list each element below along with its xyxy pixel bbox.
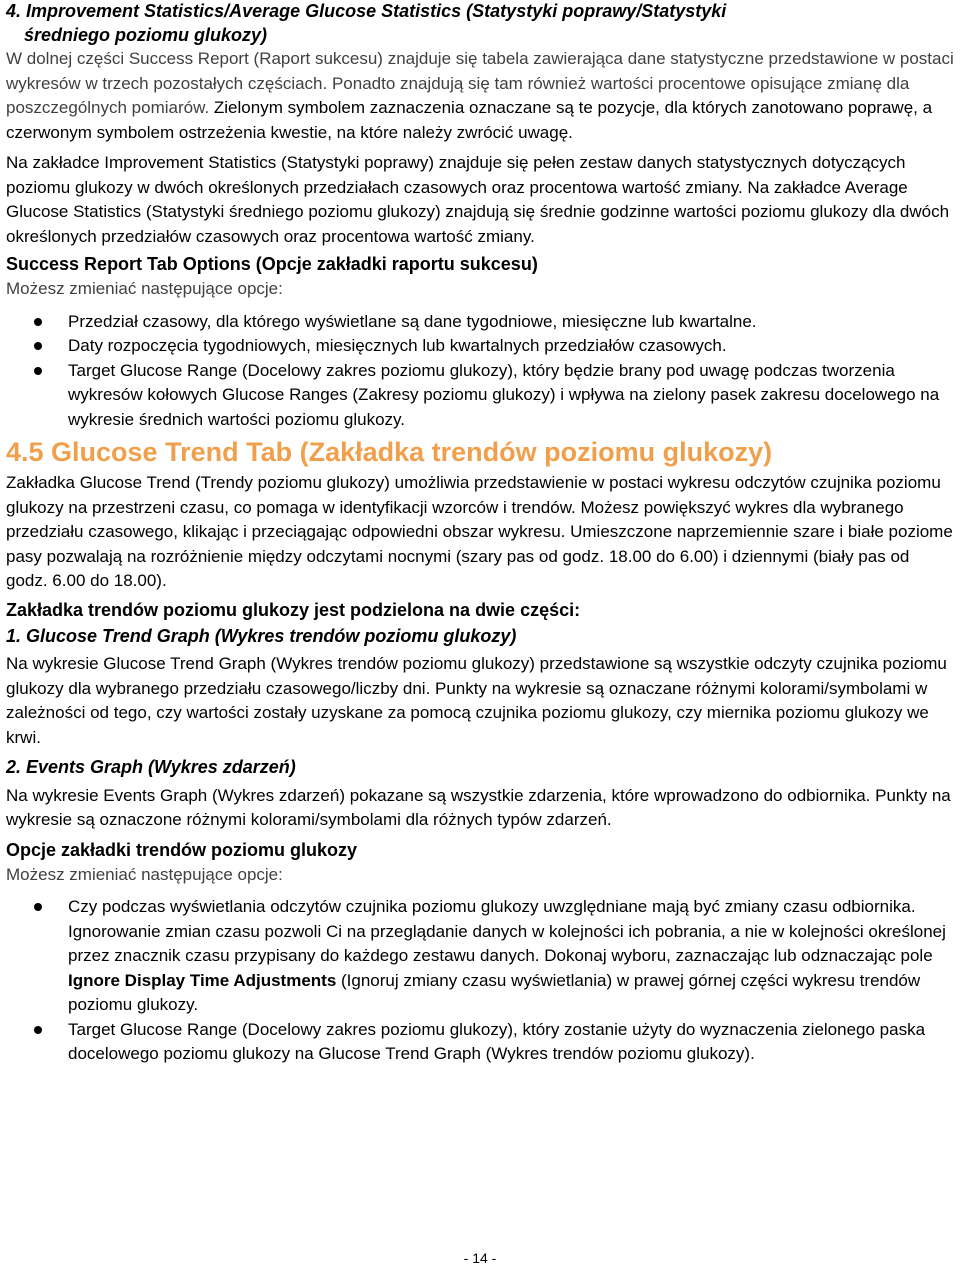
section-4-heading-line1: 4. Improvement Statistics/Average Glucose Statistics (Statystyki poprawy/Statystyki <box>6 1 727 21</box>
bullet-icon <box>34 367 42 375</box>
paragraph-1-part-b: Zielonym symbolem zaznaczenia oznaczane są te pozycje, dla których zanotowano poprawę, a czerwonym symbolem ostrzeżenia kwestie, na które należy zwrócić uwagę. <box>6 98 933 142</box>
page-number: - 14 - <box>463 1250 497 1266</box>
list-item: Czy podczas wyświetlania odczytów czujnika poziomu glukozy uwzględniane mają być zmiany czasu odbiornika. Ignorowanie zmian czasu pozwoli Ci na przeglądanie danych w kolejności ich pobrania, a nie w kolejności określonej przez znacznik czasu przypisany do każdego zestawu danych. Dokonaj wyboru, zaznaczając lub odznaczając pole Ignore Display Time Adjustments (Ignoruj zmiany czasu wyświetlania) w prawej górnej części wykresu trendów poziomu glukozy. <box>6 895 954 1018</box>
section-4-heading <box>6 0 954 47</box>
section-4-heading-line2: średniego poziomu glukozy) <box>24 24 268 45</box>
list-item: Target Glucose Range (Docelowy zakres poziomu glukozy), który zostanie użyty do wyznaczenia zielonego paska docelowego poziomu glukozy na Glucose Trend Graph (Wykres trendów poziomu glukozy). <box>6 1018 954 1067</box>
section-4-paragraph-1 <box>6 47 954 145</box>
bullet-icon <box>34 1026 42 1034</box>
paragraph-2-part-b: Na zakładce Average Glucose Statistics (Statystyki średniego poziomu glukozy) znajdują się średnie godzinne wartości poziomu glukozy dla dwóch określonych przedziałów czasowych oraz procentowa wartość zmiany. <box>6 177 950 246</box>
bullet-icon <box>34 903 42 911</box>
ignore-display-time-label: Ignore Display Time Adjustments <box>68 970 337 990</box>
section-4-5-heading: 4.5 Glucose Trend Tab (Zakładka trendów poziomu glukozy) <box>6 437 773 467</box>
success-options-heading: Success Report Tab Options (Opcje zakładki raportu sukcesu) <box>6 254 538 274</box>
paragraph-1-part-a: W dolnej części Success Report (Raport sukcesu) znajduje się tabela zawierająca dane statystyczne przedstawione w postaci wykresów w trzech pozostałych częściach. Ponadto znajdują się tam również wartości procentowe opisujące zmianę dla poszczególnych pomiarów. <box>6 49 954 117</box>
success-options-intro: Możesz zmieniać następujące opcje: <box>6 279 283 298</box>
paragraph-2-part-a: Na zakładce Improvement Statistics (Statystyki poprawy) znajduje się pełen zestaw danych statystycznych dotyczących poziomu glukozy w dwóch określonych przedziałach czasowych oraz procentowa wartość zmiany. <box>6 153 906 197</box>
part-2-heading: 2. Events Graph (Wykres zdarzeń) <box>6 757 296 777</box>
list-item: Daty rozpoczęcia tygodniowych, miesięcznych lub kwartalnych przedziałów czasowych. <box>6 334 954 359</box>
section-4-5-paragraph-1: Zakładka Glucose Trend (Trendy poziomu glukozy) umożliwia przedstawienie w postaci wykresu odczytów czujnika poziomu glukozy na przestrzeni czasu, co pomaga w identyfikacji wzorców i trendów. Możesz powiększyć wykres dla wybranego przedziału czasowego, klikając i przeciągając odpowiedni obszar wykresu. Umieszczone naprzemiennie szare i białe poziome pasy pozwalają na rozróżnienie między odczytami nocnymi (szary pas od godz. 18.00 do 6.00) i dziennymi (biały pas od godz. 6.00 do 18.00). <box>6 473 953 590</box>
part-2-text: Na wykresie Events Graph (Wykres zdarzeń) pokazane są wszystkie zdarzenia, które wprowadzono do odbiornika. Punkty na wykresie są oznaczone różnymi kolorami/symbolami dla różnych typów zdarzeń. <box>6 785 951 829</box>
trend-options-heading: Opcje zakładki trendów poziomu glukozy <box>6 839 358 860</box>
part-1-heading: 1. Glucose Trend Graph (Wykres trendów poziomu glukozy) <box>6 625 517 646</box>
list-item: Target Glucose Range (Docelowy zakres poziomu glukozy), który będzie brany pod uwagę podczas tworzenia wykresów kołowych Glucose Ranges (Zakresy poziomu glukozy) i wpływa na zielony pasek zakresu docelowego na wykresie średnich wartości poziomu glukozy. <box>6 359 954 433</box>
bullet-icon <box>34 342 42 350</box>
list-item: Przedział czasowy, dla którego wyświetlane są dane tygodniowe, miesięczne lub kwartalne. <box>6 310 954 335</box>
part-1-text: Na wykresie Glucose Trend Graph (Wykres trendów poziomu glukozy) przedstawione są wszystkie odczyty czujnika poziomu glukozy dla wybranego przedziału czasowego/liczby dni. Punkty na wykresie są oznaczane różnymi kolorami/symbolami w zależności od tego, czy wartości zostały uzyskane za pomocą czujnika poziomu glukozy, czy miernika poziomu glukozy we krwi. <box>6 654 947 747</box>
bullet-icon <box>34 318 42 326</box>
trend-options-list <box>6 895 954 1067</box>
trend-options-intro: Możesz zmieniać następujące opcje: <box>6 864 283 884</box>
trend-parts-heading: Zakładka trendów poziomu glukozy jest podzielona na dwie części: <box>6 599 581 620</box>
section-4-paragraph-2 <box>6 151 954 249</box>
success-options-list <box>6 310 954 433</box>
